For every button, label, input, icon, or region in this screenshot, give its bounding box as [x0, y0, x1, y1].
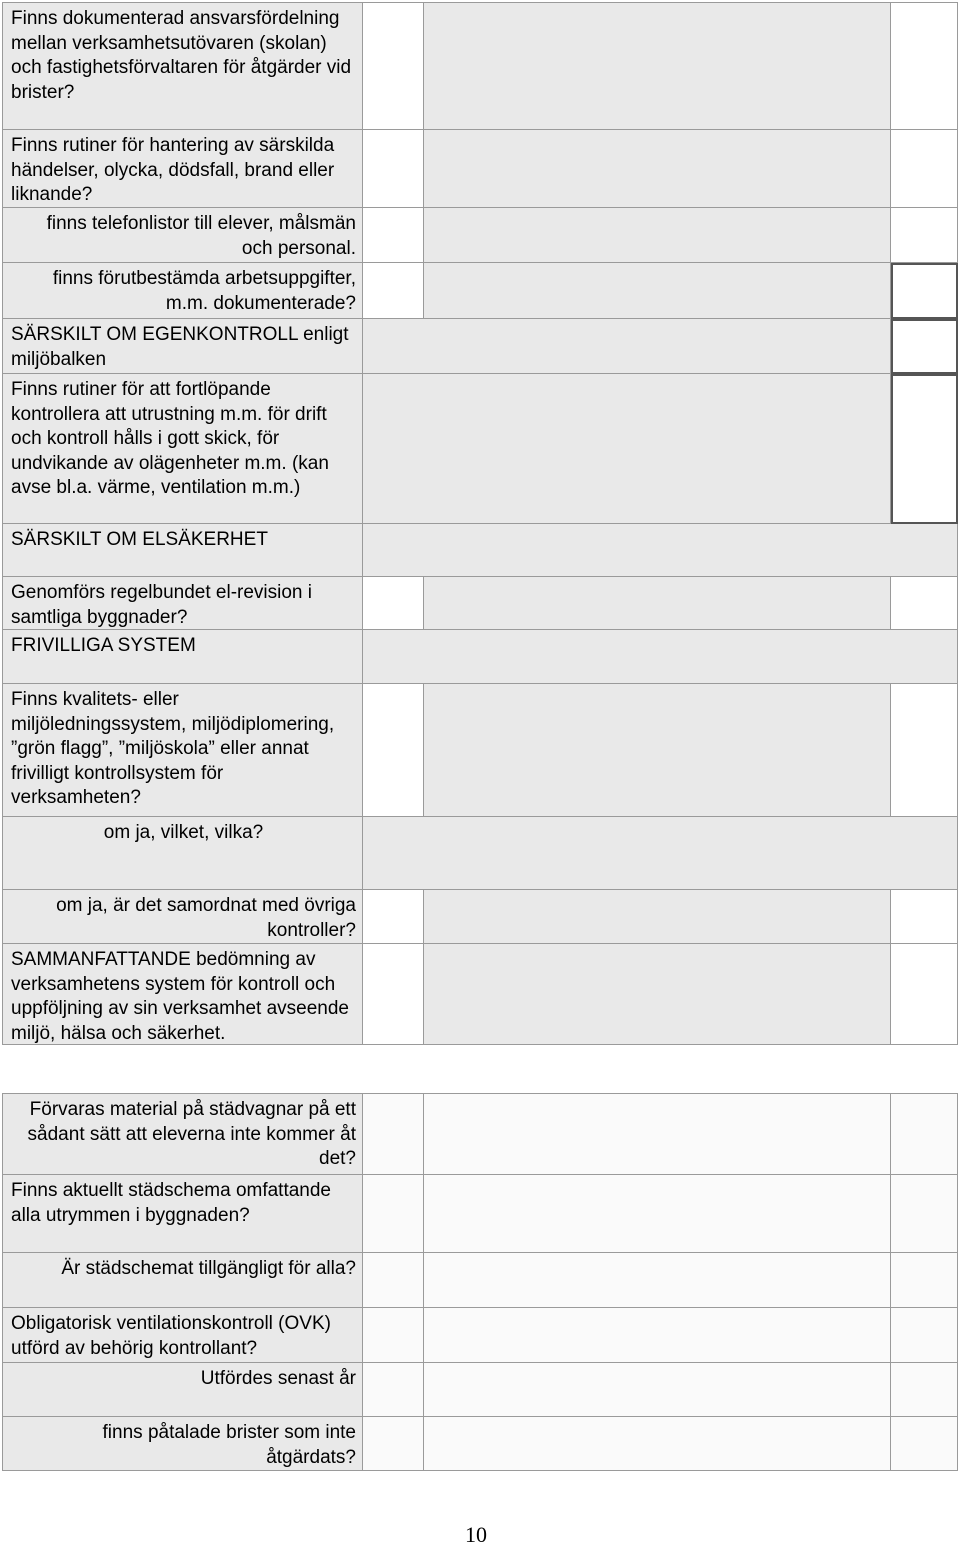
table-row [3, 944, 958, 1045]
answer-area[interactable] [363, 374, 891, 524]
comment-cell[interactable] [424, 890, 891, 944]
answer-cell[interactable] [363, 263, 424, 319]
answer-cell[interactable] [363, 208, 424, 263]
checkbox-cell[interactable] [891, 1417, 958, 1471]
checkbox-cell[interactable] [891, 208, 958, 263]
comment-cell[interactable] [424, 208, 891, 263]
question-cell: Utfördes senast år [3, 1363, 363, 1417]
checkbox-cell[interactable] [891, 1308, 958, 1363]
checkbox-cell[interactable] [891, 577, 958, 630]
checkbox-cell[interactable] [891, 890, 958, 944]
question-cell: om ja, är det samordnat med övriga kontroller? [3, 890, 363, 944]
checkbox-cell[interactable] [891, 1175, 958, 1253]
checkbox-cell[interactable] [891, 263, 958, 319]
checkbox-cell[interactable] [891, 944, 958, 1045]
answer-area[interactable] [363, 817, 958, 890]
section-row [3, 524, 958, 577]
table-row [3, 1308, 958, 1363]
answer-cell[interactable] [363, 944, 424, 1045]
table-row [3, 1363, 958, 1417]
checkbox-cell[interactable] [891, 684, 958, 817]
checkbox-cell[interactable] [891, 130, 958, 208]
answer-cell[interactable] [363, 1175, 424, 1253]
section-row [3, 630, 958, 684]
question-cell: finns påtalade brister som inte åtgärdats? [3, 1417, 363, 1471]
checkbox-cell[interactable] [891, 319, 958, 374]
comment-cell[interactable] [424, 684, 891, 817]
answer-cell[interactable] [363, 684, 424, 817]
answer-cell[interactable] [363, 1253, 424, 1308]
question-cell: Obligatorisk ventilationskontroll (OVK) utförd av behörig kontrollant? [3, 1308, 363, 1363]
comment-cell[interactable] [424, 944, 891, 1045]
section-row [3, 319, 958, 374]
question-cell: Finns rutiner för hantering av särskilda händelser, olycka, dödsfall, brand eller liknande? [3, 130, 363, 208]
question-cell: finns förutbestämda arbetsuppgifter, m.m. dokumenterade? [3, 263, 363, 319]
comment-cell[interactable] [424, 1175, 891, 1253]
answer-cell[interactable] [363, 1417, 424, 1471]
comment-cell[interactable] [424, 1417, 891, 1471]
section-heading: SÄRSKILT OM ELSÄKERHET [3, 524, 363, 577]
answer-cell[interactable] [363, 577, 424, 630]
table-row [3, 1094, 958, 1175]
answer-cell[interactable] [363, 130, 424, 208]
answer-cell[interactable] [363, 1308, 424, 1363]
comment-cell[interactable] [424, 1308, 891, 1363]
question-cell: Finns aktuellt städschema omfattande alla utrymmen i byggnaden? [3, 1175, 363, 1253]
checklist-table-1 [2, 2, 958, 1045]
table-row [3, 374, 958, 524]
question-cell: SAMMANFATTANDE bedömning av verksamhetens system för kontroll och uppföljning av sin verksamhet avseende miljö, hälsa och säkerhet. [3, 944, 363, 1045]
comment-cell[interactable] [424, 263, 891, 319]
comment-cell[interactable] [424, 1363, 891, 1417]
question-cell: om ja, vilket, vilka? [3, 817, 363, 890]
answer-cell[interactable] [363, 3, 424, 130]
comment-cell[interactable] [424, 1253, 891, 1308]
comment-cell[interactable] [424, 3, 891, 130]
checkbox-cell[interactable] [891, 1253, 958, 1308]
page-number: 10 [465, 1522, 487, 1547]
checkbox-cell[interactable] [891, 1094, 958, 1175]
table-row [3, 263, 958, 319]
answer-cell[interactable] [363, 1094, 424, 1175]
question-cell: Förvaras material på städvagnar på ett sådant sätt att eleverna inte kommer åt det? [3, 1094, 363, 1175]
question-cell: Finns rutiner för att fortlöpande kontrollera att utrustning m.m. för drift och kontroll hålls i gott skick, för undvikande av olägenheter m.m. (kan avse bl.a. värme, ventilation m.m.) [3, 374, 363, 524]
table-row [3, 684, 958, 817]
section-heading: SÄRSKILT OM EGENKONTROLL enligt miljöbalken [3, 319, 363, 374]
section-heading: FRIVILLIGA SYSTEM [3, 630, 363, 684]
comment-cell[interactable] [424, 1094, 891, 1175]
table-row [3, 130, 958, 208]
section-spacer [363, 524, 958, 577]
section-spacer [363, 319, 891, 374]
table-row [3, 577, 958, 630]
table-row [3, 1417, 958, 1471]
table-row [3, 1253, 958, 1308]
answer-cell[interactable] [363, 1363, 424, 1417]
table-row [3, 890, 958, 944]
section-spacer [363, 630, 958, 684]
table-row [3, 3, 958, 130]
table-row [3, 1175, 958, 1253]
checklist-table-2 [2, 1093, 958, 1471]
checkbox-cell[interactable] [891, 3, 958, 130]
table-row [3, 208, 958, 263]
question-cell: Är städschemat tillgängligt för alla? [3, 1253, 363, 1308]
question-cell: finns telefonlistor till elever, målsmän och personal. [3, 208, 363, 263]
checkbox-cell[interactable] [891, 374, 958, 524]
question-cell: Finns kvalitets- eller miljöledningssystem, miljödiplomering, ”grön flagg”, ”miljöskola” eller annat frivilligt kontrollsystem för verksamheten? [3, 684, 363, 817]
question-cell: Finns dokumenterad ansvarsfördelning mellan verksamhetsutövaren (skolan) och fastighetsförvaltaren för åtgärder vid brister? [3, 3, 363, 130]
checkbox-cell[interactable] [891, 1363, 958, 1417]
comment-cell[interactable] [424, 130, 891, 208]
question-cell: Genomförs regelbundet el-revision i samtliga byggnader? [3, 577, 363, 630]
table-row [3, 817, 958, 890]
answer-cell[interactable] [363, 890, 424, 944]
comment-cell[interactable] [424, 577, 891, 630]
